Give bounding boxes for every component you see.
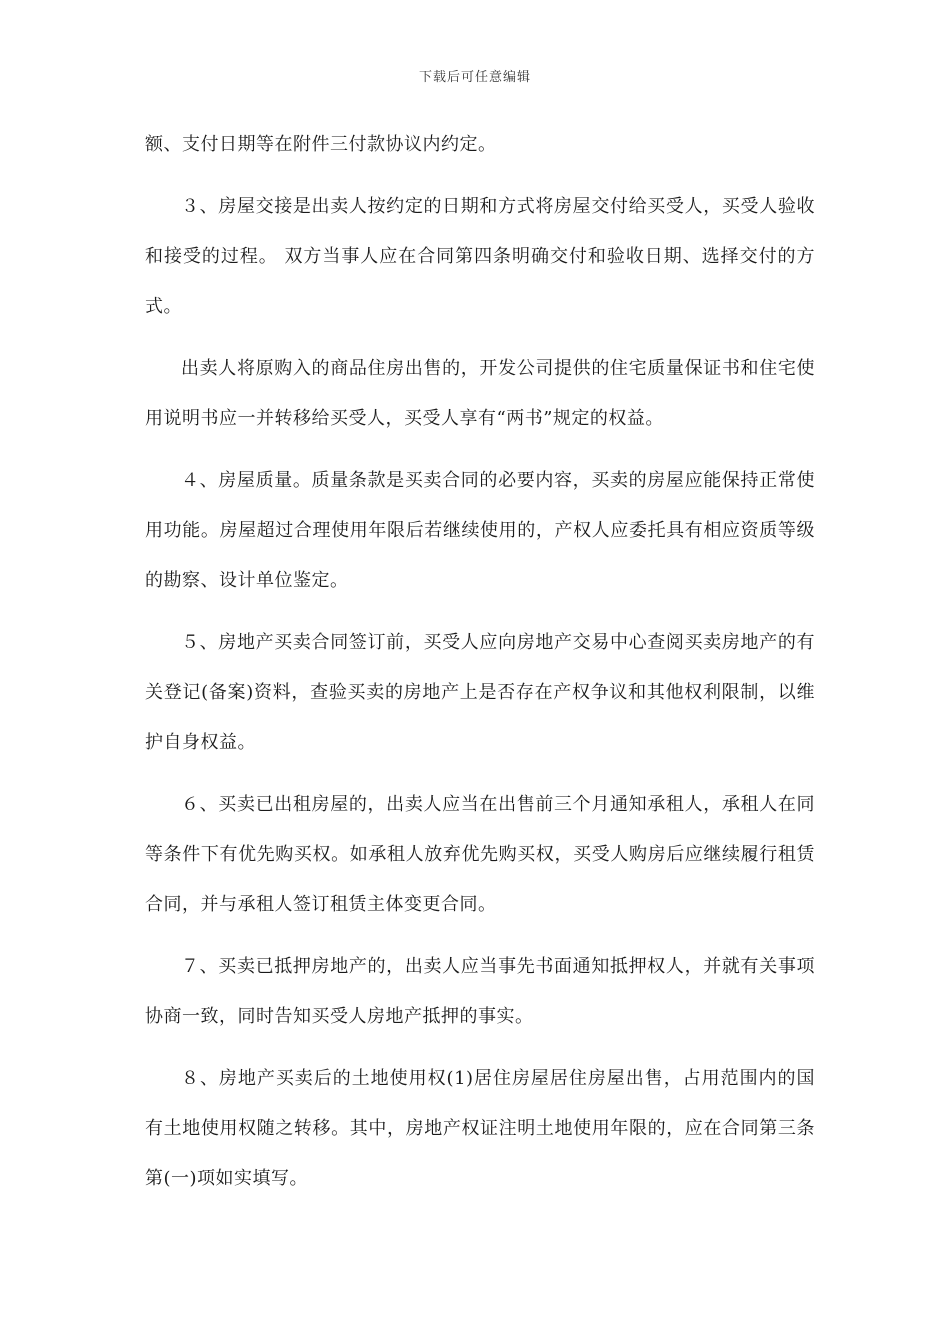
- header-note: 下载后可任意编辑: [418, 70, 531, 85]
- paragraph-item-4: ４、房屋质量。质量条款是买卖合同的必要内容，买卖的房屋应能保持正常使用功能。房屋超过合理使用年限后若继续使用的，产权人应委托具有相应资质等级的勘察、设计单位鉴定。: [145, 470, 815, 591]
- paragraph-continuation: 额、支付日期等在附件三付款协议内约定。: [145, 134, 497, 155]
- paragraph-item-7: ７、买卖已抵押房地产的，出卖人应当事先书面通知抵押权人，并就有关事项协商一致，同时告知买受人房地产抵押的事实。: [145, 956, 815, 1027]
- paragraph-item-5: ５、房地产买卖合同签订前，买受人应向房地产交易中心查阅买卖房地产的有关登记(备案)资料，查验买卖的房地产上是否存在产权争议和其他权利限制，以维护自身权益。: [145, 632, 815, 753]
- paragraph-item-6: ６、买卖已出租房屋的，出卖人应当在出售前三个月通知承租人，承租人在同等条件下有优先购买权。如承租人放弃优先购买权，买受人购房后应继续履行租赁合同，并与承租人签订租赁主体变更合同。: [145, 794, 815, 915]
- paragraph-two-books: 出卖人将原购入的商品住房出售的，开发公司提供的住宅质量保证书和住宅使用说明书应一并转移给买受人，买受人享有“两书”规定的权益。: [145, 358, 815, 429]
- paragraph-item-8: ８、房地产买卖后的土地使用权(1)居住房屋居住房屋出售，占用范围内的国有土地使用权随之转移。其中，房地产权证注明土地使用年限的，应在合同第三条第(一)项如实填写。: [145, 1068, 815, 1189]
- document-body: [145, 120, 815, 1216]
- paragraph-item-3: ３、房屋交接是出卖人按约定的日期和方式将房屋交付给买受人，买受人验收和接受的过程。 双方当事人应在合同第四条明确交付和验收日期、选择交付的方式。: [145, 196, 815, 317]
